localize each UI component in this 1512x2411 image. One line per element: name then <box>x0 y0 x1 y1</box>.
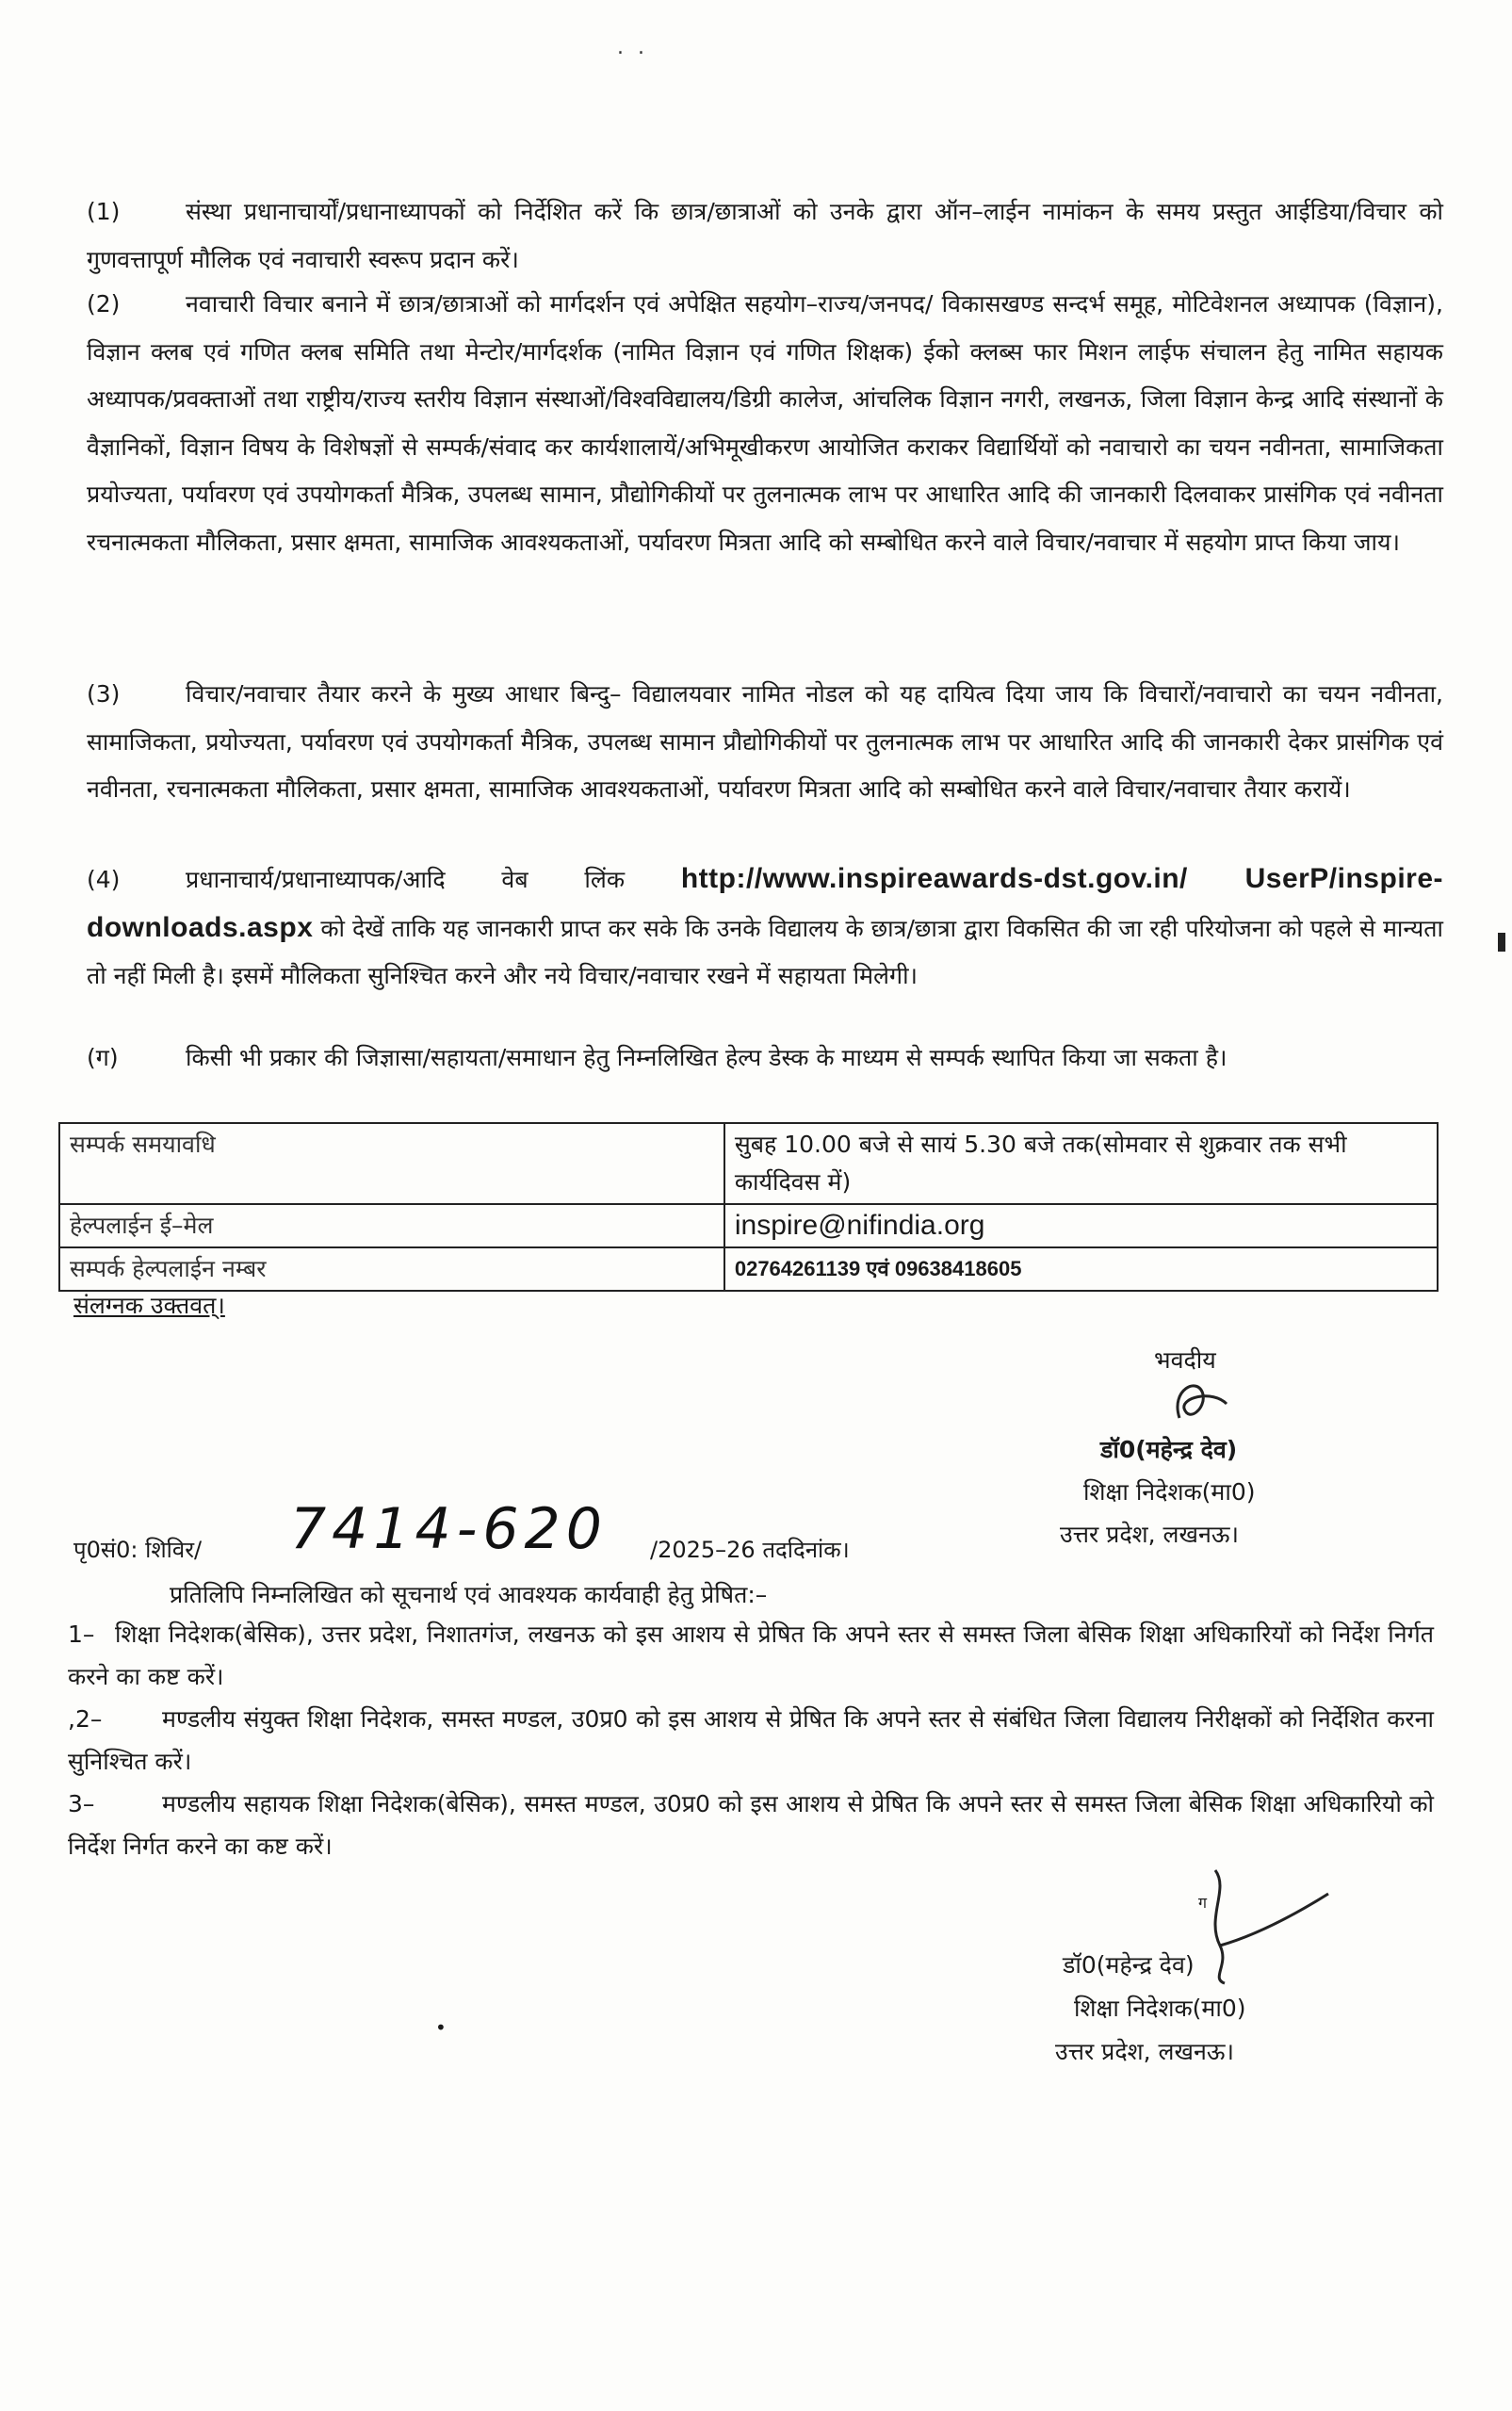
table-cell-value: सुबह 10.00 बजे से सायं 5.30 बजे तक(सोमवार से शुक्रवार तक सभी कार्यदिवस में) <box>724 1123 1438 1204</box>
paragraph-number: (2) <box>87 290 121 318</box>
table-cell-key: सम्पर्क हेल्पलाईन नम्बर <box>59 1247 724 1291</box>
paragraph-helpdesk-intro <box>87 1034 1443 1083</box>
stray-mark: • <box>435 2016 447 2039</box>
signatory-name: डॉ0(महेन्द्र देव) <box>1100 1436 1238 1463</box>
inspire-downloads-link[interactable]: http://www.inspireawards-dst.gov.in/ UserP/inspire-downloads.aspx <box>87 863 1443 943</box>
paragraph-text: संस्था प्रधानाचार्यों/प्रधानाध्यापकों को निर्देशित करें कि छात्र/छात्राओं को उनके द्वारा ऑन–लाईन नामांकन के समय प्रस्तुत आईडिया/विचार को गुणवत्तापूर्ण मौलिक एवं नवाचारी स्वरूप प्रदान करें। <box>87 198 1443 273</box>
table-row <box>59 1123 1438 1204</box>
paragraph-2 <box>87 281 1443 566</box>
table-row <box>59 1204 1438 1247</box>
reference-suffix: /2025–26 तददिनांक। <box>650 1537 850 1563</box>
paragraph-text-post: को देखें ताकि यह जानकारी प्राप्त कर सके कि उनके विद्यालय के छात्र/छात्रा द्वारा विकसित की जा रही परियोजना को पहले से मान्यता तो नहीं मिली है। इसमें मौलिकता सुनिश्चित करने और नये विचार/नवाचार रखने में सहायता मिलेगी। <box>87 914 1443 989</box>
helpline-email[interactable]: inspire@nifindia.org <box>724 1204 1438 1247</box>
signature-icon <box>1178 1861 1338 1993</box>
paragraph-4 <box>87 855 1443 1001</box>
paragraph-number: (3) <box>87 680 121 708</box>
copy-item-number: ,2– <box>68 1705 103 1733</box>
reference-prefix: पृ0सं0: शिविर/ <box>73 1537 203 1563</box>
signatory-name: डॉ0(महेन्द्र देव) <box>1063 1951 1195 1979</box>
paragraph-text: विचार/नवाचार तैयार करने के मुख्य आधार बिन्दु– विद्यालयवार नामित नोडल को यह दायित्व दिया जाय कि विचारों/नवाचारो का चयन नवीनता, सामाजिकता, प्रयोज्यता, पर्यावरण एवं उपयोगकर्ता मैत्रिक, उपलब्ध सामान प्रौद्योगिकीयों पर तुलनात्मक लाभ पर आधारित आदि की जानकारी देकर प्रासंगिक एवं नवीनता, रचनात्मकता मौलिकता, प्रसार क्षमता, सामाजिक आवश्यकताओं, पर्यावरण मित्रता आदि को सम्बोधित करने वाले विचार/नवाचार तैयार करायें। <box>87 680 1443 803</box>
copy-item-number: 3– <box>68 1790 95 1817</box>
paragraph-text: नवाचारी विचार बनाने में छात्र/छात्राओं को मार्गदर्शन एवं अपेक्षित सहयोग–राज्य/जनपद/ विकासखण्ड सन्दर्भ समूह, मोटिवेशनल अध्यापक (विज्ञान), विज्ञान क्लब एवं गणित क्लब समिति तथा मेन्टोर/मार्गदर्शक (नामित विज्ञान एवं गणित शिक्षक) ईको क्लब्स फार मिशन लाईफ संचालन हेतु नामित सहायक अध्यापक/प्रवक्ताओं तथा राष्ट्रीय/राज्य स्तरीय विज्ञान संस्थाओं/विश्वविद्यालय/डिग्री कालेज, आंचलिक विज्ञान नगरी, लखनऊ, जिला विज्ञान केन्द्र आदि संस्थानों के वैज्ञानिकों, विज्ञान विषय के विशेषज्ञों से सम्पर्क/संवाद कर कार्यशालायें/अभिमूखीकरण आयोजित कराकर विद्यार्थियों को नवाचारो का चयन नवीनता, सामाजिकता प्रयोज्यता, पर्यावरण एवं उपयोगकर्ता मैत्रिक, उपलब्ध सामान, प्रौद्योगिकीयों पर तुलनात्मक लाभ पर आधारित आदि की जानकारी दिलवाकर प्रासंगिक एवं नवीनता रचनात्मकता मौलिकता, प्रसार क्षमता, सामाजिक आवश्यकताओं, पर्यावरण मित्रता आदि को सम्बोधित करने वाले विचार/नवाचार में सहयोग प्राप्त किया जाय। <box>87 290 1443 556</box>
helpdesk-table <box>58 1122 1439 1292</box>
copy-item-2 <box>68 1698 1434 1783</box>
helpline-numbers: 02764261139 एवं 09638418605 <box>724 1247 1438 1291</box>
paragraph-number: (1) <box>87 198 121 225</box>
paragraph-1 <box>87 188 1443 284</box>
paragraph-3 <box>87 671 1443 814</box>
signature-icon <box>1161 1371 1245 1427</box>
copy-item-3 <box>68 1783 1434 1867</box>
paragraph-text: किसी भी प्रकार की जिज्ञासा/सहायता/समाधान हेतु निम्नलिखित हेल्प डेस्क के माध्यम से सम्पर्क स्थापित किया जा सकता है। <box>186 1044 1227 1071</box>
copy-intro: प्रतिलिपि निम्नलिखित को सूचनार्थ एवं आवश्यक कार्यवाही हेतु प्रेषित:– <box>170 1581 768 1608</box>
paragraph-number: (4) <box>87 866 121 893</box>
copy-item-number: 1– <box>68 1621 95 1648</box>
copy-item-text: शिक्षा निदेशक(बेसिक), उत्तर प्रदेश, निशातगंज, लखनऊ को इस आशय से प्रेषित कि अपने स्तर से समस्त जिला बेसिक शिक्षा अधिकारियों को निर्देश निर्गत करने का कष्ट करें। <box>68 1621 1434 1690</box>
signatory-place: उत्तर प्रदेश, लखनऊ। <box>1060 1521 1239 1548</box>
paragraph-text-pre: प्रधानाचार्य/प्रधानाध्यापक/आदि वेब लिंक <box>186 866 681 893</box>
edge-mark <box>1498 933 1505 952</box>
signatory-designation: शिक्षा निदेशक(मा0) <box>1083 1478 1256 1506</box>
enclosure-note: संलग्नक उक्तवत्। <box>73 1292 225 1319</box>
table-row <box>59 1247 1438 1291</box>
signatory-place: उत्तर प्रदेश, लखनऊ। <box>1055 2038 1234 2065</box>
svg-text:ग: ग <box>1198 1894 1208 1912</box>
handwritten-reference-number: 7414-620 <box>290 1496 608 1562</box>
copy-item-text: मण्डलीय संयुक्त शिक्षा निदेशक, समस्त मण्डल, उ0प्र0 को इस आशय से प्रेषित कि अपने स्तर से संबंधित जिला विद्यालय निरीक्षकों को निर्देशित करना सुनिश्चित करें। <box>68 1705 1434 1775</box>
top-marks: . . <box>617 36 648 59</box>
salutation: भवदीय <box>1154 1346 1216 1374</box>
table-cell-key: सम्पर्क समयावधि <box>59 1123 724 1204</box>
table-cell-key: हेल्पलाईन ई–मेल <box>59 1204 724 1247</box>
copy-item-1 <box>68 1613 1434 1698</box>
paragraph-number: (ग) <box>87 1044 119 1071</box>
signatory-designation: शिक्षा निदेशक(मा0) <box>1074 1995 1246 2022</box>
copy-item-text: मण्डलीय सहायक शिक्षा निदेशक(बेसिक), समस्त मण्डल, उ0प्र0 को इस आशय से प्रेषित कि अपने स्तर से समस्त जिला बेसिक शिक्षा अधिकारियो को निर्देश निर्गत करने का कष्ट करें। <box>68 1790 1434 1860</box>
